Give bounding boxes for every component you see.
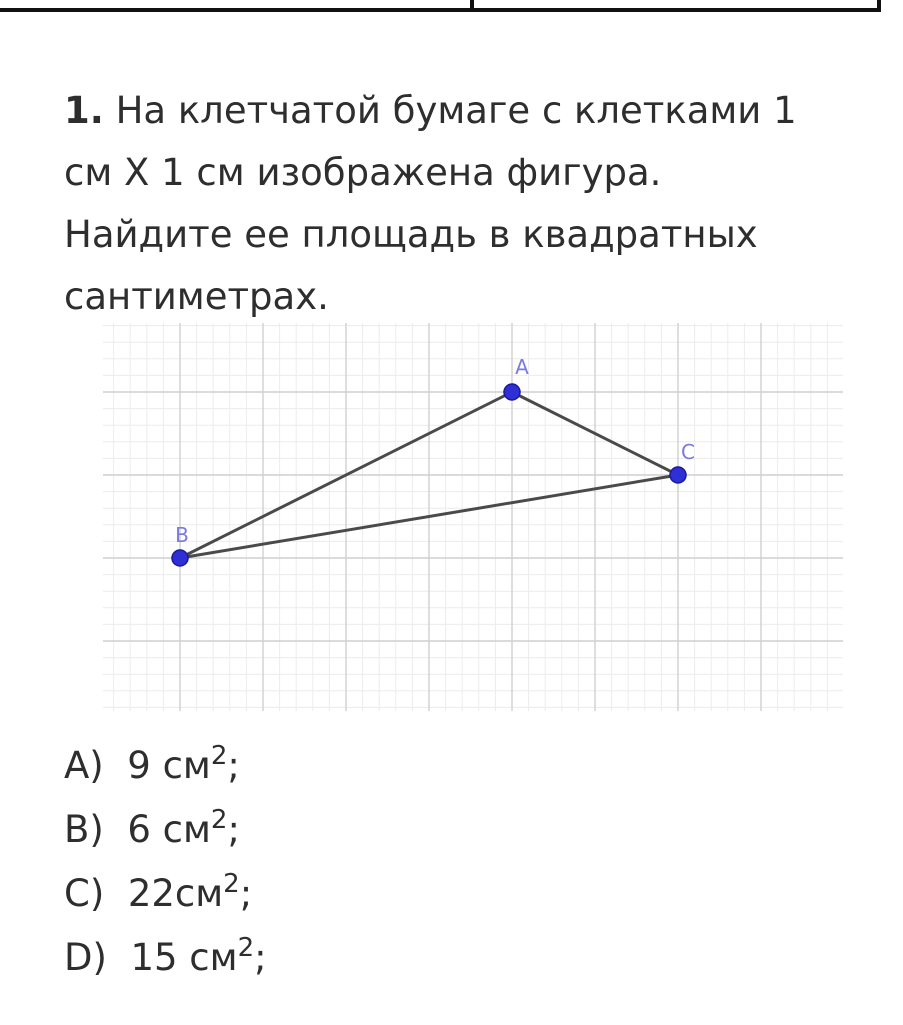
answer-exponent: 2 <box>210 741 228 771</box>
point-label-a: A <box>515 355 529 379</box>
problem-number: 1. <box>64 89 104 132</box>
table-divider <box>470 0 474 12</box>
point-label-c: C <box>681 440 695 464</box>
point-b <box>172 550 188 566</box>
answer-end: ; <box>239 872 253 915</box>
grid-minor-lines <box>103 323 843 711</box>
problem-text-2: см X 1 см изображена фигура. <box>64 151 662 194</box>
answer-value: 9 см <box>127 744 211 787</box>
answer-value: 15 см <box>130 936 238 979</box>
grid-major-lines <box>103 323 843 711</box>
answer-end: ; <box>227 744 240 787</box>
answer-end: ; <box>227 808 240 851</box>
problem-text-4: сантиметрах. <box>64 275 329 318</box>
table-border-fragment <box>0 0 881 12</box>
problem-text-1: На клетчатой бумаге с клетками 1 <box>115 89 797 132</box>
point-a <box>504 384 520 400</box>
triangle-vertices <box>172 355 695 566</box>
answer-end: ; <box>254 936 267 979</box>
answer-option-d <box>64 926 267 990</box>
problem-statement <box>64 80 864 328</box>
answer-option-a <box>64 734 267 798</box>
problem-text-3: Найдите ее площадь в квадратных <box>64 213 758 256</box>
answer-letter: C) <box>64 872 105 915</box>
answer-letter: B) <box>64 808 104 851</box>
answer-exponent: 2 <box>237 933 255 963</box>
answer-value: 22см <box>127 872 224 915</box>
point-label-b: B <box>175 523 189 547</box>
answer-exponent: 2 <box>210 805 228 835</box>
answer-option-c <box>64 862 267 926</box>
problem-line-1 <box>64 80 864 142</box>
answer-letter: A) <box>64 744 104 787</box>
answer-value: 6 см <box>127 808 211 851</box>
point-c <box>670 467 686 483</box>
answer-options <box>64 734 267 990</box>
grid-figure <box>103 323 843 711</box>
answer-exponent: 2 <box>223 869 240 899</box>
answer-letter: D) <box>64 936 107 979</box>
